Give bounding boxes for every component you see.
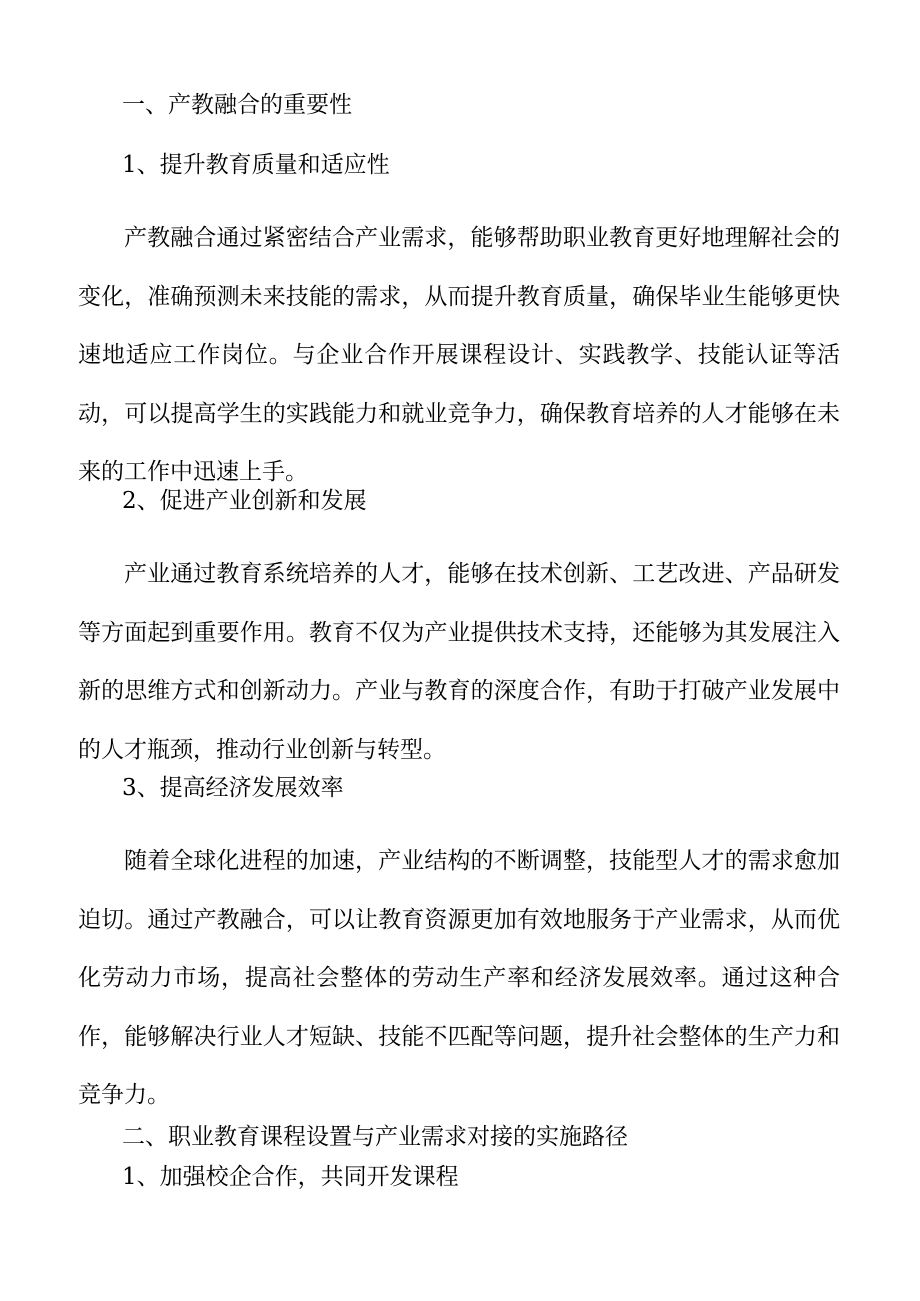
subsection-2-title: 2、促进产业创新和发展: [122, 488, 367, 514]
subsection-1-title: 1、提升教育质量和适应性: [122, 152, 390, 178]
section-1-title: 一、产教融合的重要性: [122, 92, 352, 118]
subsection-3-paragraph: 随着全球化进程的加速，产业结构的不断调整，技能型人才的需求愈加迫切。通过产教融合，可以让教育资源更加有效地服务于产业需求，从而优化劳动力市场，提高社会整体的劳动生产率和经济发展效率。通过这种合作，能够解决行业人才短缺、技能不匹配等问题，提升社会整体的生产力和竞争力。: [78, 848, 840, 1108]
subsection-3-title: 3、提高经济发展效率: [122, 775, 344, 801]
section-2-title: 二、职业教育课程设置与产业需求对接的实施路径: [122, 1124, 628, 1150]
subsection-1-paragraph: 产教融合通过紧密结合产业需求，能够帮助职业教育更好地理解社会的变化，准确预测未来技能的需求，从而提升教育质量，确保毕业生能够更快速地适应工作岗位。与企业合作开展课程设计、实践教学、技能认证等活动，可以提高学生的实践能力和就业竞争力，确保教育培养的人才能够在未来的工作中迅速上手。: [78, 225, 840, 485]
subsection-2-paragraph: 产业通过教育系统培养的人才，能够在技术创新、工艺改进、产品研发等方面起到重要作用。教育不仅为产业提供技术支持，还能够为其发展注入新的思维方式和创新动力。产业与教育的深度合作，有助于打破产业发展中的人才瓶颈，推动行业创新与转型。: [78, 561, 840, 763]
section-2-subsection-1-title: 1、加强校企合作，共同开发课程: [122, 1164, 459, 1190]
